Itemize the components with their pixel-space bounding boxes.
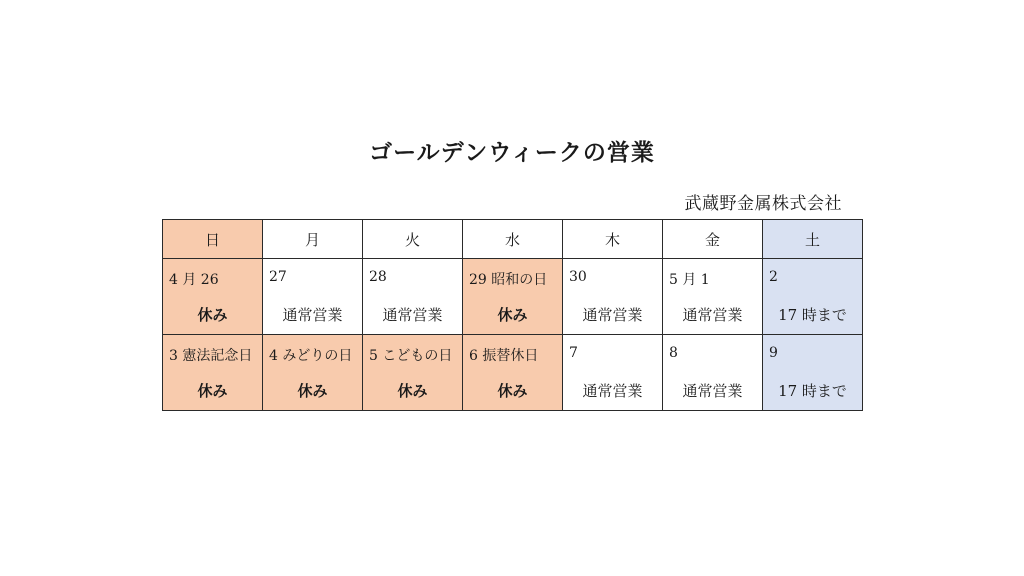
day-cell — [263, 259, 363, 335]
weekday-header-row — [163, 220, 863, 259]
day-cell — [563, 335, 663, 411]
day-cell — [763, 335, 863, 411]
day-status: 休み — [397, 382, 428, 400]
day-date: 30 — [569, 269, 587, 285]
day-status: 休み — [197, 382, 228, 400]
day-date: 9 — [769, 345, 778, 361]
weekday-header-tue: 火 — [363, 220, 463, 259]
weekday-header-fri: 金 — [663, 220, 763, 259]
day-date: 8 — [669, 345, 678, 361]
day-status: 通常営業 — [582, 382, 643, 400]
day-status: 休み — [497, 306, 528, 324]
day-cell — [763, 259, 863, 335]
weekday-header-wed: 水 — [463, 220, 563, 259]
business-calendar — [162, 219, 863, 411]
day-cell — [263, 335, 363, 411]
day-cell — [363, 335, 463, 411]
page-title: ゴールデンウィークの営業 — [369, 139, 655, 166]
day-status: 休み — [197, 306, 228, 324]
day-cell — [563, 259, 663, 335]
day-status: 通常営業 — [582, 306, 643, 324]
day-cell — [463, 259, 563, 335]
day-date: 4 みどりの日 — [269, 348, 353, 364]
day-date: 5 月 1 — [669, 272, 710, 288]
weekday-header-sat: 土 — [763, 220, 863, 259]
day-status: 通常営業 — [282, 306, 343, 324]
day-status: 通常営業 — [682, 306, 743, 324]
weekday-header-thu: 木 — [563, 220, 663, 259]
week-row-1 — [163, 259, 863, 335]
day-date: 5 こどもの日 — [369, 348, 453, 364]
company-name: 武蔵野金属株式会社 — [684, 194, 842, 214]
day-date: 2 — [769, 269, 778, 285]
day-status: 17 時まで — [778, 306, 847, 324]
day-cell — [363, 259, 463, 335]
day-status: 17 時まで — [778, 382, 847, 400]
day-status: 通常営業 — [682, 382, 743, 400]
day-date: 7 — [569, 345, 578, 361]
day-cell — [163, 335, 263, 411]
day-date: 27 — [269, 269, 287, 285]
day-cell — [163, 259, 263, 335]
day-date: 6 振替休日 — [469, 348, 539, 364]
day-status: 休み — [297, 382, 328, 400]
weekday-header-mon: 月 — [263, 220, 363, 259]
day-cell — [663, 335, 763, 411]
day-date: 3 憲法記念日 — [169, 348, 253, 364]
day-date: 4 月 26 — [169, 272, 219, 288]
weekday-header-sun: 日 — [163, 220, 263, 259]
day-status: 休み — [497, 382, 528, 400]
day-date: 29 昭和の日 — [469, 272, 548, 288]
week-row-2 — [163, 335, 863, 411]
day-cell — [463, 335, 563, 411]
day-cell — [663, 259, 763, 335]
day-date: 28 — [369, 269, 387, 285]
day-status: 通常営業 — [382, 306, 443, 324]
